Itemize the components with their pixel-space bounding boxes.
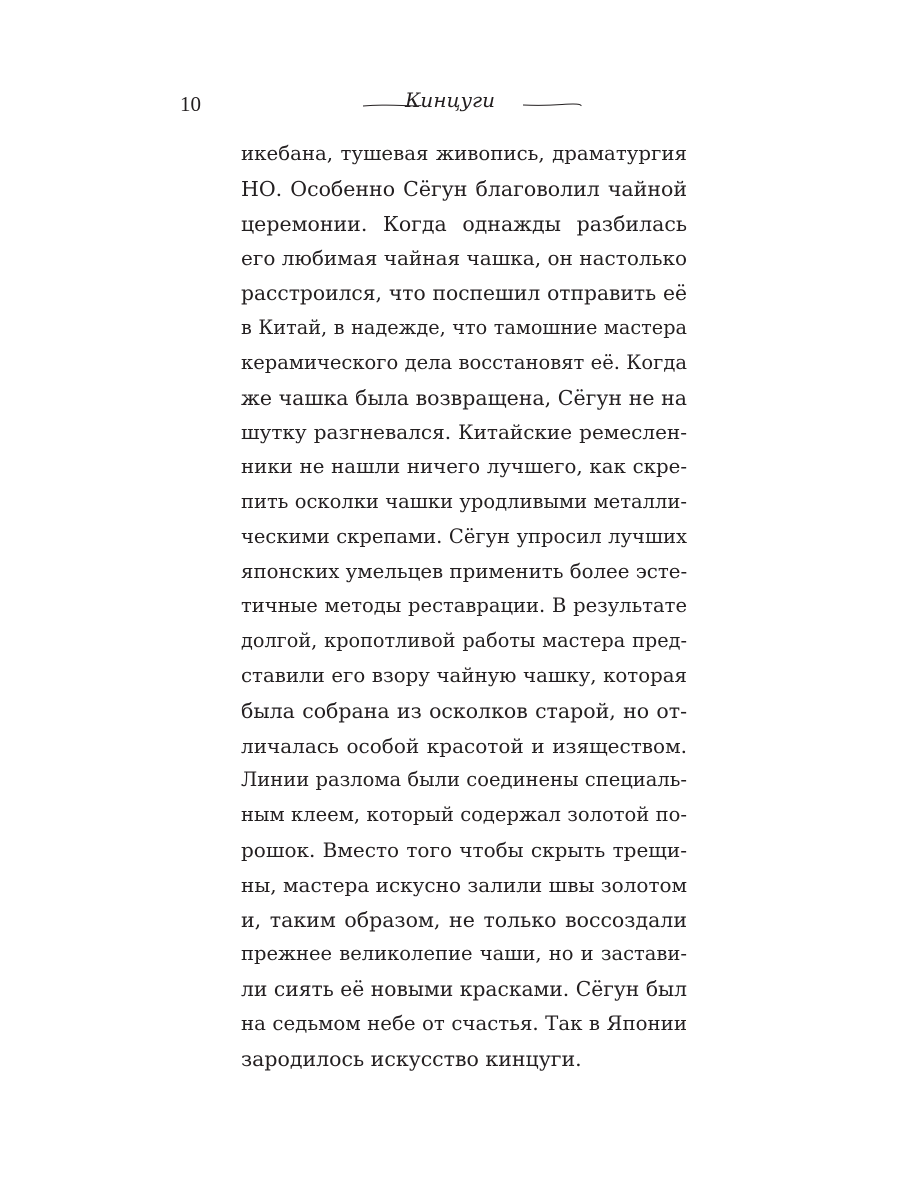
right-ornament-line (522, 100, 582, 110)
text-line-last: зародилось искусство кинцуги. (241, 1046, 582, 1071)
text-line: церемонии. Когда однажды разбилась (241, 211, 687, 236)
text-line: ники не нашли ничего лучшего, как скре- (241, 455, 687, 479)
text-line: японских умельцев применить более эсте- (241, 559, 688, 583)
text-line: шутку разгневался. Китайские ремеслен- (241, 420, 687, 445)
text-line: керамического дела восстановят её. Когда (241, 350, 687, 374)
text-line: ли сиять её новыми красками. Сёгун был (241, 977, 687, 1002)
text-line: личалась особой красотой и изяществом. (241, 733, 687, 758)
text-line: Линии разлома были соединены специаль- (241, 768, 687, 792)
text-line: рошок. Вместо того чтобы скрыть трещи- (241, 837, 687, 862)
text-line: ным клеем, который содержал золотой по- (241, 803, 687, 827)
text-line: долгой, кропотливой работы мастера пред- (241, 629, 687, 653)
text-line: тичные методы реставрации. В результате (241, 594, 687, 618)
page-header (0, 88, 900, 124)
text-line: была собрана из осколков старой, но от- (241, 698, 687, 723)
running-title: Кинцуги (404, 88, 496, 112)
text-line: пить осколки чашки уродливыми металли- (241, 489, 687, 513)
text-line: ны, мастера искусно залили швы золотом (241, 872, 688, 897)
text-line: и, таким образом, не только воссоздали (241, 907, 687, 932)
text-line: на седьмом небе от счастья. Так в Японии (241, 1011, 687, 1035)
body-text (241, 137, 687, 1077)
text-line: же чашка была возвращена, Сёгун не на (241, 385, 687, 410)
text-line: ставили его взору чайную чашку, которая (241, 663, 687, 687)
text-line: икебана, тушевая живопись, драматургия (241, 142, 687, 165)
text-line: его любимая чайная чашка, он настолько (241, 246, 687, 271)
page-number: 10 (180, 92, 201, 116)
text-line: расстроился, что поспешил отправить её (241, 281, 687, 306)
text-line: ческими скрепами. Сёгун упросил лучших (241, 524, 687, 548)
text-line: прежнее великолепие чаши, но и застави- (241, 942, 687, 966)
text-line: НО. Особенно Сёгун благоволил чайной (241, 176, 687, 201)
text-line: в Китай, в надежде, что тамошние мастера (241, 315, 687, 339)
